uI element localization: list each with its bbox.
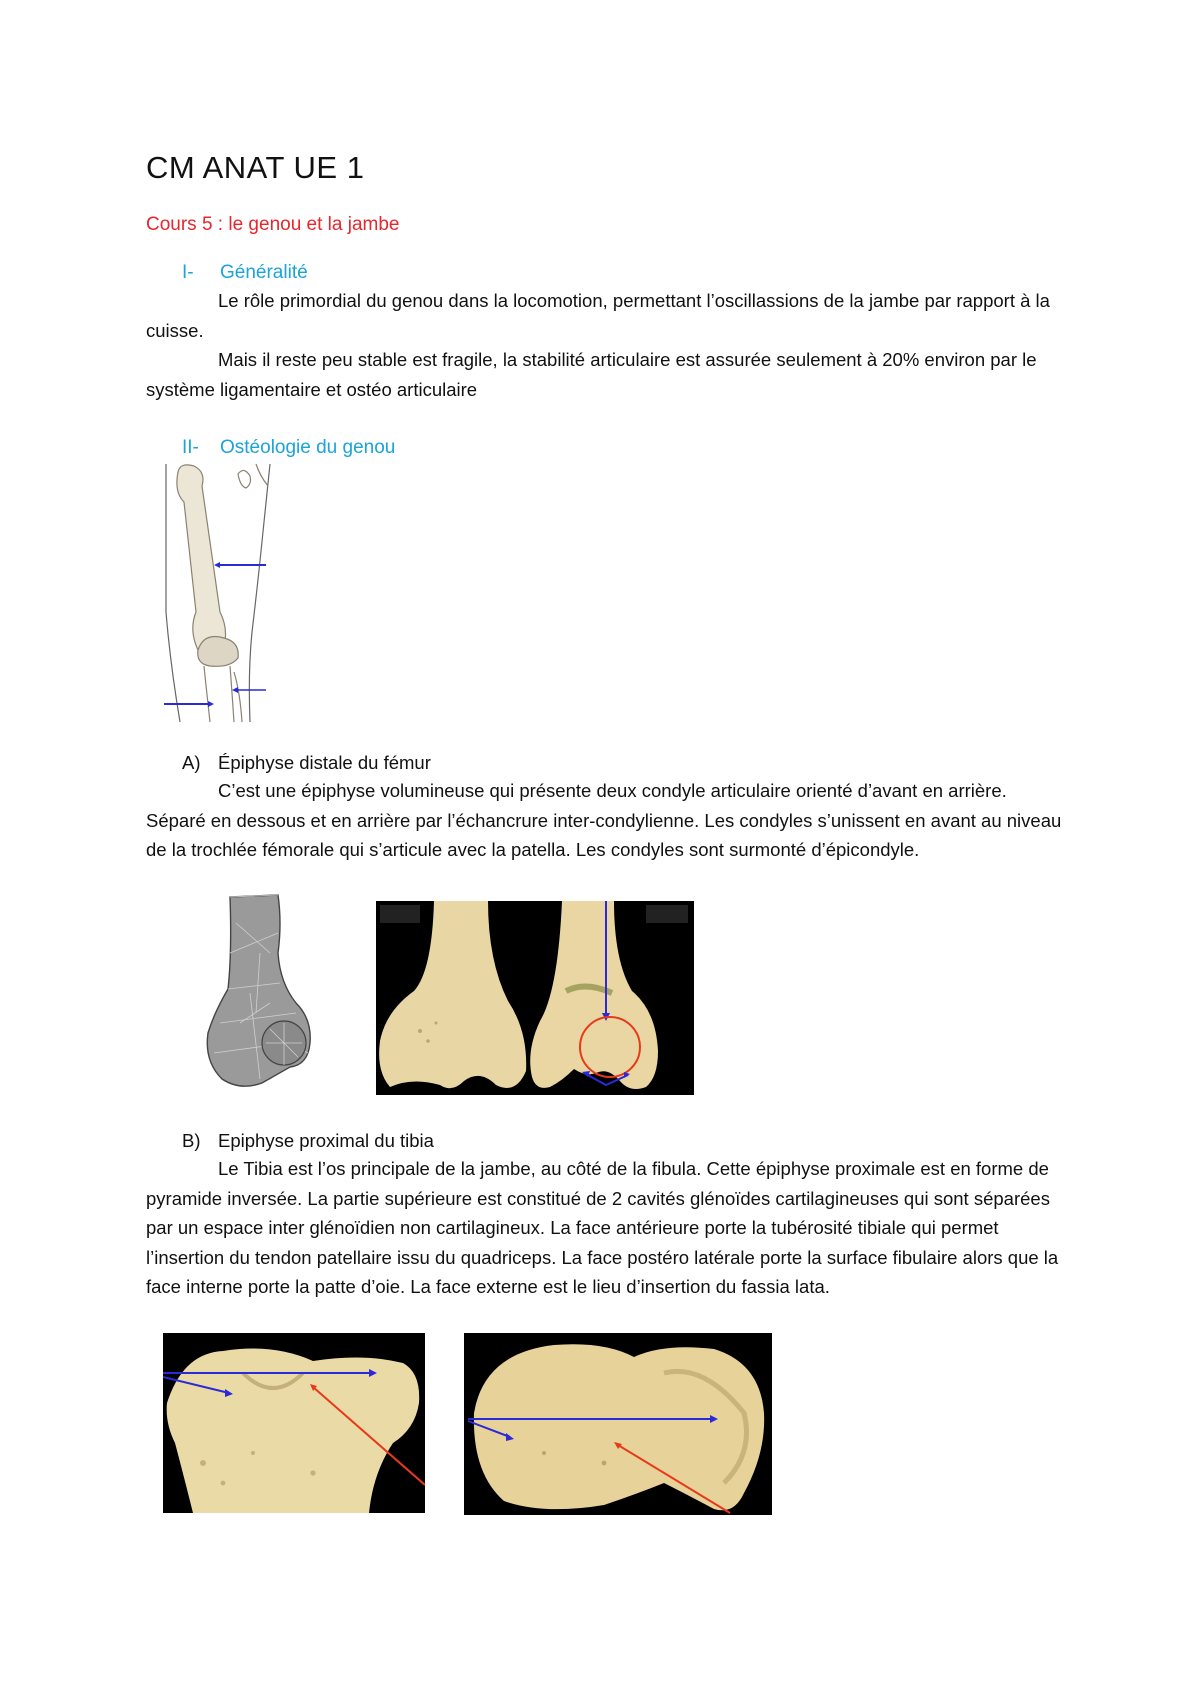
section-1-heading	[182, 262, 308, 284]
subsection-b-number: B)	[182, 1130, 201, 1151]
section-1-body	[146, 286, 1066, 404]
section-2-number: II-	[182, 437, 199, 458]
section-2-heading	[182, 437, 395, 459]
subsection-b-heading	[182, 1130, 434, 1152]
subsection-b-body	[146, 1154, 1066, 1302]
subsection-a-paragraph: C’est une épiphyse volumineuse qui présente deux condyle articulaire orienté d’avant en arrière. Séparé en dessous et en arrière par l’échancrure inter-condylienne. Les condyles s’unissent en avant au niveau de la trochlée fémorale qui s’articule avec la patella. Les condyles sont surmonté d’épicondyle.	[146, 780, 1062, 861]
subsection-b-paragraph: Le Tibia est l’os principale de la jambe, au côté de la fibula. Cette épiphyse proximale est en forme de pyramide inversée. La partie supérieure est constitué de 2 cavités glénoïdes cartilagineuses qui sont séparées par un espace inter glénoïdien non cartilagineux. La face antérieure porte la tubérosité tibiale qui permet l’insertion du tendon patellaire issu du quadriceps. La face postéro latérale porte la surface fibulaire alors que la face interne porte la patte d’oie. La face externe est le lieu d’insertion du fassia lata.	[146, 1158, 1059, 1298]
leg-skeleton-figure	[160, 462, 280, 722]
section-1-paragraph-1: Le rôle primordial du genou dans la locomotion, permettant l’oscillassions de la jambe par rapport à la cuisse.	[146, 290, 1050, 341]
subsection-a-number: A)	[182, 752, 201, 773]
section-1-title: Généralité	[220, 262, 308, 283]
tibia-plateau-lateral-photo	[163, 1333, 425, 1513]
subsection-a-title: Épiphyse distale du fémur	[218, 752, 431, 773]
subsection-a-body	[146, 776, 1066, 865]
section-1-paragraph-2: Mais il reste peu stable est fragile, la stabilité articulaire est assurée seulement à 20% environ par le système ligamentaire et ostéo articulaire	[146, 349, 1037, 400]
section-2-title: Ostéologie du genou	[220, 437, 396, 458]
course-subtitle: Cours 5 : le genou et la jambe	[146, 214, 400, 235]
document-title: CM ANAT UE 1	[146, 150, 365, 185]
tibia-plateau-superior-photo	[464, 1333, 772, 1515]
subsection-b-title: Epiphyse proximal du tibia	[218, 1130, 434, 1151]
section-1-number: I-	[182, 262, 194, 283]
femur-anterior-posterior-photo	[376, 901, 694, 1095]
subsection-a-heading	[182, 752, 431, 774]
femur-3d-model-figure	[200, 893, 324, 1089]
